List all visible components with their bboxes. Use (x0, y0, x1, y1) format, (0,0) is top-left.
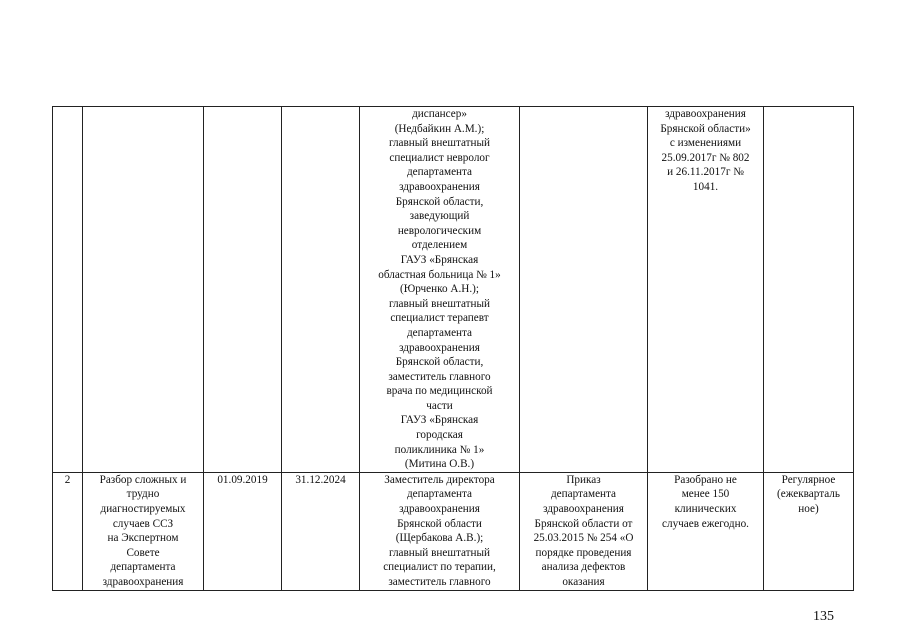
cell-start-date: 01.09.2019 (204, 472, 282, 590)
cell-event-name: Разбор сложных и трудно диагностируемых случаев ССЗ на Экспертном Совете департамента здравоохранения (83, 472, 204, 590)
table-row (53, 107, 854, 473)
cell-result: здравоохранения Брянской области» с изменениями 25.09.2017г № 802 и 26.11.2017г № 1041. (648, 107, 764, 473)
cell-responsible: диспансер» (Недбайкин А.М.); главный внештатный специалист невролог департамента здравоохранения Брянской области, заведующий неврологическим отделением ГАУЗ «Брянская областная больница № 1» (Юрченко А.Н.); главный внештатный специалист терапевт департамента здравоохранения Брянской области, заместитель главного врача по медицинской части ГАУЗ «Брянская городская поликлиника № 1» (Митина О.В.) (360, 107, 520, 473)
cell-frequency (764, 107, 854, 473)
page-number: 135 (813, 609, 834, 624)
cell-end-date: 31.12.2024 (282, 472, 360, 590)
cell-number (53, 107, 83, 473)
cell-end-date (282, 107, 360, 473)
plan-table (52, 106, 854, 591)
cell-event-name (83, 107, 204, 473)
cell-document: Приказ департамента здравоохранения Брянской области от 25.03.2015 № 254 «О порядке проведения анализа дефектов оказания (520, 472, 648, 590)
cell-document (520, 107, 648, 473)
cell-responsible: Заместитель директора департамента здравоохранения Брянской области (Щербакова А.В.); главный внештатный специалист по терапии, заместитель главного (360, 472, 520, 590)
cell-start-date (204, 107, 282, 473)
cell-result: Разобрано не менее 150 клинических случаев ежегодно. (648, 472, 764, 590)
cell-frequency: Регулярное (ежекварталь ное) (764, 472, 854, 590)
cell-number: 2 (53, 472, 83, 590)
table-row (53, 472, 854, 590)
